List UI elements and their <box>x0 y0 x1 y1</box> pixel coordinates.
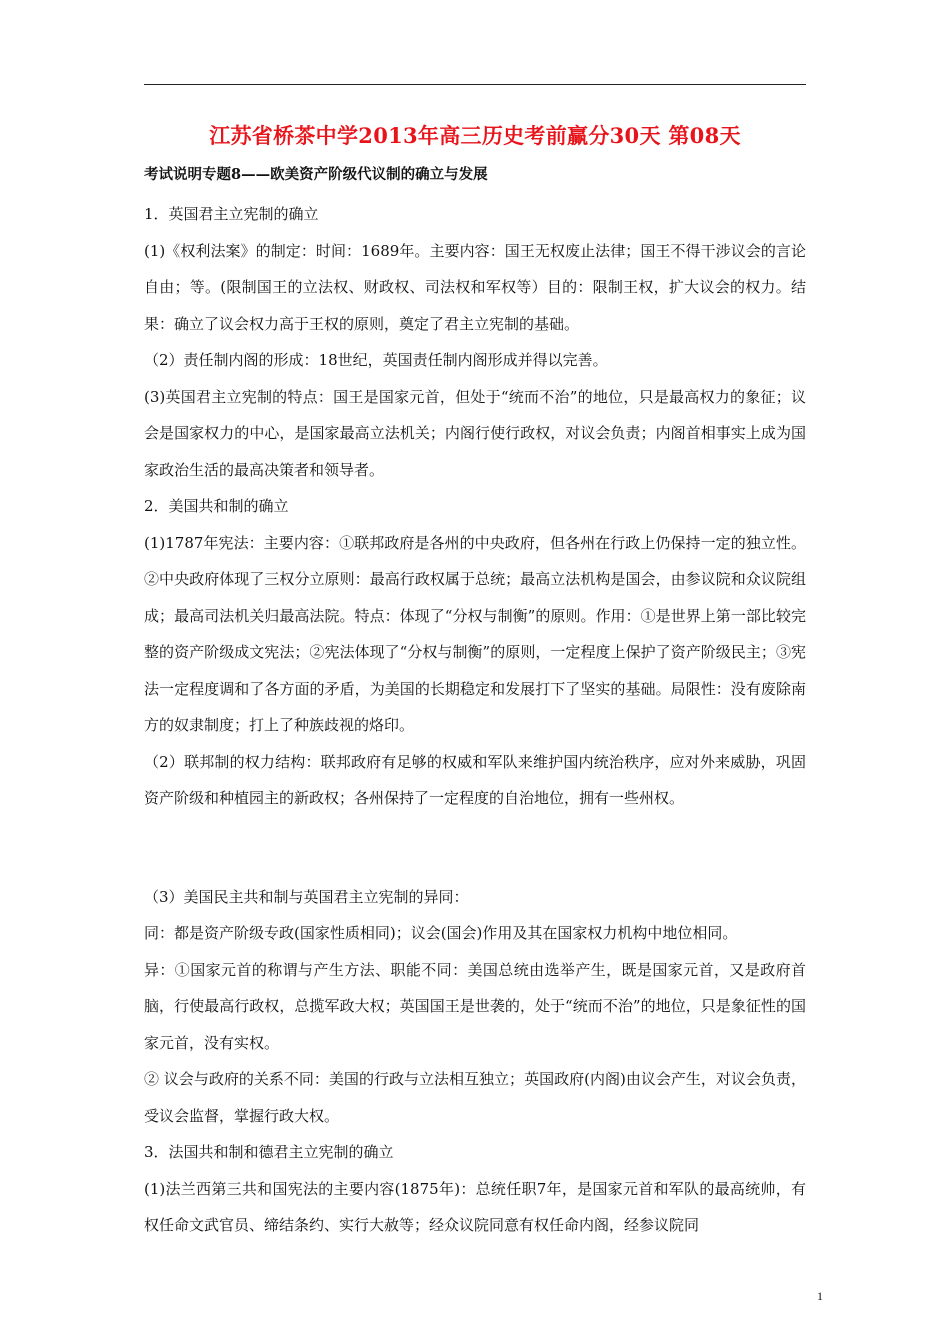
document-subtitle: 考试说明专题8——欧美资产阶级代议制的确立与发展 <box>144 166 488 183</box>
section-heading-2: 2．美国共和制的确立 <box>144 497 289 515</box>
section-heading-3: 3．法国共和制和德君主立宪制的确立 <box>144 1143 394 1161</box>
paragraph-similarities: 同：都是资产阶级专政(国家性质相同)；议会(国会)作用及其在国家权力机构中地位相同。 <box>144 924 738 942</box>
paragraph-comparison-heading: （3）美国民主共和制与英国君主立宪制的异同： <box>144 887 469 906</box>
paragraph-1787-constitution: (1)1787年宪法：主要内容：①联邦政府是各州的中央政府，但各州在行政上仍保持一定的独立性。②中央政府体现了三权分立原则：最高行政权属于总统；最高立法机构是国会，由参议院和众议院组成；最高司法机关归最高法院。特点：体现了“分权与制衡”的原则。作用：①是世界上第一部比较完整的资产阶级成文宪法；②宪法体现了“分权与制衡”的原则，一定程度上保护了资产阶级民主；③宪法一定程度调和了各方面的矛盾，为美国的长期稳定和发展打下了坚实的基础。局限性：没有废除南方的奴隶制度；打上了种族歧视的烙印。 <box>144 533 806 734</box>
header-rule <box>144 84 806 85</box>
document-title: 江苏省桥茶中学2013年高三历史考前赢分30天 第08天 <box>209 123 741 148</box>
paragraph-differences-1: 异：①国家元首的称谓与产生方法、职能不同：美国总统由选举产生，既是国家元首，又是政府首脑，行使最高行政权，总揽军政大权；英国国王是世袭的，处于“统而不治”的地位，只是象征性的国家元首，没有实权。 <box>144 960 806 1052</box>
paragraph-uk-features: (3)英国君主立宪制的特点：国王是国家元首，但处于“统而不治”的地位，只是最高权力的象征；议会是国家权力的中心，是国家最高立法机关；内阁行使行政权，对议会负责；内阁首相事实上成为国家政治生活的最高决策者和领导者。 <box>144 387 806 479</box>
paragraph-federalism: （2）联邦制的权力结构：联邦政府有足够的权威和军队来维护国内统治秩序，应对外来威胁，巩固资产阶级和种植园主的新政权；各州保持了一定程度的自治地位，拥有一些州权。 <box>144 752 806 807</box>
paragraph-cabinet: （2）责任制内阁的形成：18世纪，英国责任制内阁形成并得以完善。 <box>144 351 608 369</box>
section-heading-1: 1．英国君主立宪制的确立 <box>144 205 319 223</box>
paragraph-france-1875: (1)法兰西第三共和国宪法的主要内容(1875年)：总统任职7年，是国家元首和军队的最高统帅，有权任命文武官员、缔结条约、实行大赦等；经众议院同意有权任命内阁，经参议院同 <box>144 1179 806 1234</box>
paragraph-differences-2: ② 议会与政府的关系不同：美国的行政与立法相互独立；英国政府(内阁)由议会产生，对议会负责，受议会监督，掌握行政大权。 <box>144 1070 806 1125</box>
page-number: 1 <box>817 1289 823 1303</box>
paragraph-bill-of-rights: (1)《权利法案》的制定：时间：1689年。主要内容：国王无权废止法律；国王不得干涉议会的言论自由；等。(限制国王的立法权、财政权、司法权和军权等）目的：限制王权，扩大议会的权力。结果：确立了议会权力高于王权的原则，奠定了君主立宪制的基础。 <box>144 241 806 333</box>
document-body <box>144 196 806 1244</box>
blank-gap <box>144 817 806 879</box>
